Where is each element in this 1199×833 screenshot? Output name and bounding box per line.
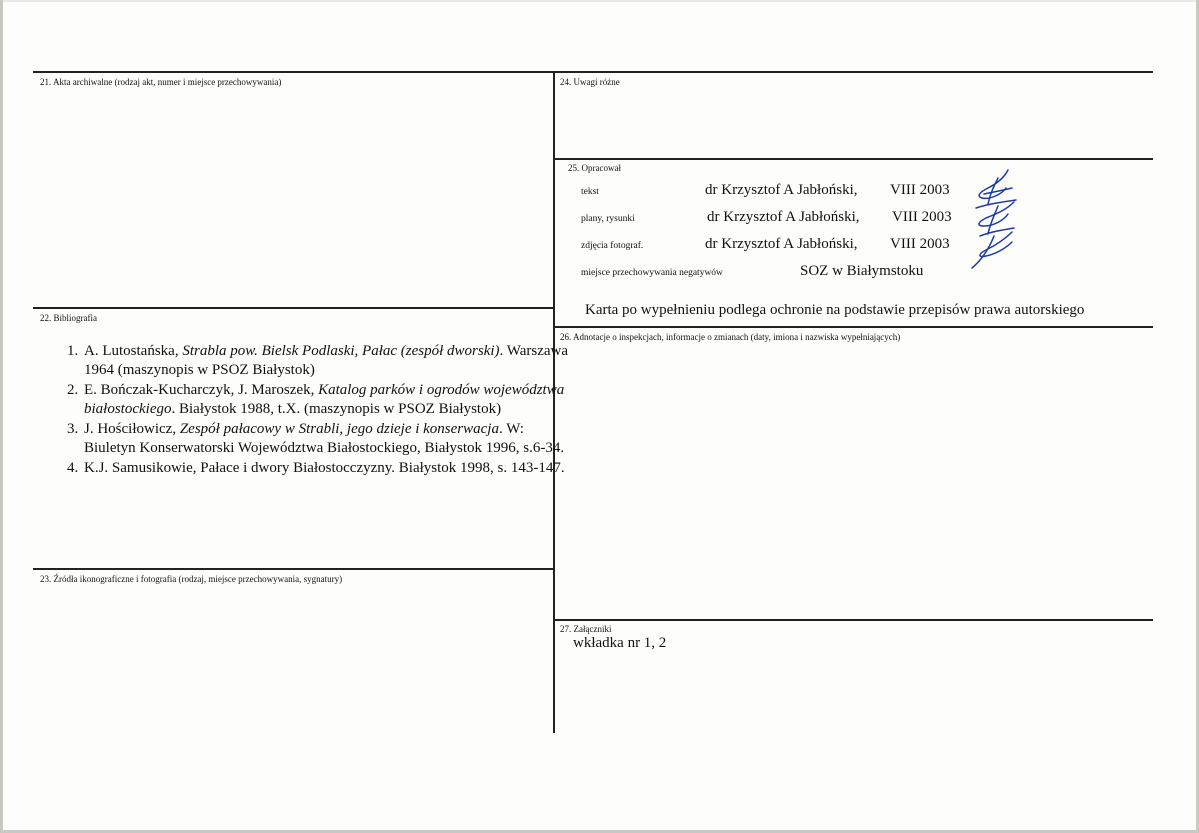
author-row-name: dr Krzysztof A Jabłoński, — [705, 236, 858, 252]
author-row-label: zdjęcia fotograf. — [581, 241, 644, 251]
bib-author: J. Hościłowicz, — [84, 421, 180, 437]
author-row-date: VIII 2003 — [890, 236, 950, 252]
bib-title: Zespół pałacowy w Strabli, jego dzieje i konserwacja — [179, 421, 499, 437]
author-row-date: VIII 2003 — [890, 182, 950, 198]
field-25-label: 25. Opracował — [568, 163, 621, 173]
bib-author: K.J. Samusikowie, Pałace i dwory Białostocczyzny. Białystok 1998, s. 143-147. — [84, 460, 565, 476]
negatives-label: miejsce przechowywania negatywów — [581, 268, 723, 278]
bibliography-list — [44, 342, 572, 480]
signature-icon — [958, 164, 1028, 272]
field-27-label: 27. Załączniki — [560, 624, 612, 634]
bibliography-item — [82, 420, 572, 457]
bibliography-item — [82, 342, 572, 379]
bibliography-item — [82, 459, 572, 478]
bib-title: Strabla pow. Bielsk Podlaski, Pałac (zespół dworski) — [182, 343, 500, 359]
author-row-name: dr Krzysztof A Jabłoński, — [705, 182, 858, 198]
author-row-label: tekst — [581, 187, 599, 197]
bib-title: Katalog parków i ogrodów województwa białostockiego — [84, 382, 565, 417]
field-23-label: 23. Źródła ikonograficzne i fotografia (rodzaj, miejsce przechowywania, sygnatury) — [40, 574, 343, 584]
author-row-label: plany, rysunki — [581, 214, 635, 224]
attachments-value: wkładka nr 1, 2 — [573, 635, 667, 651]
field-21-label: 21. Akta archiwalne (rodzaj akt, numer i miejsce przechowywania) — [40, 77, 282, 87]
bibliography-item — [82, 381, 572, 418]
author-row-name: dr Krzysztof A Jabłoński, — [707, 209, 860, 225]
field-24-label: 24. Uwagi różne — [560, 77, 620, 87]
author-row-date: VIII 2003 — [892, 209, 952, 225]
divider-26-27 — [555, 619, 1153, 621]
bib-author: A. Lutostańska, — [84, 343, 183, 359]
divider-21-22 — [33, 307, 553, 309]
bib-author: E. Bończak-Kucharczyk, J. Maroszek, — [84, 382, 319, 398]
bib-rest: . Białystok 1988, t.X. (maszynopis w PSOZ Białystok) — [171, 400, 502, 417]
bib-rest: . W: Biuletyn Konserwatorski Województwa Białostockiego, Białystok 1996, s.6-34. — [84, 421, 565, 456]
field-26-label: 26. Adnotacje o inspekcjach, informacje o zmianach (daty, imiona i nazwiska wypełniających) — [560, 332, 901, 342]
field-22-label: 22. Bibliografia — [40, 313, 97, 323]
negatives-value: SOZ w Białymstoku — [800, 263, 924, 279]
copyright-note: Karta po wypełnieniu podlega ochronie na podstawie przepisów prawa autorskiego — [585, 302, 1085, 318]
divider-25-26 — [555, 326, 1153, 328]
page-edge-left — [0, 0, 3, 833]
top-rule — [33, 71, 1153, 73]
divider-22-23 — [33, 568, 553, 570]
divider-24-25 — [555, 158, 1153, 160]
bib-rest: . Warszawa 1964 (maszynopis w PSOZ Białystok) — [84, 343, 569, 378]
